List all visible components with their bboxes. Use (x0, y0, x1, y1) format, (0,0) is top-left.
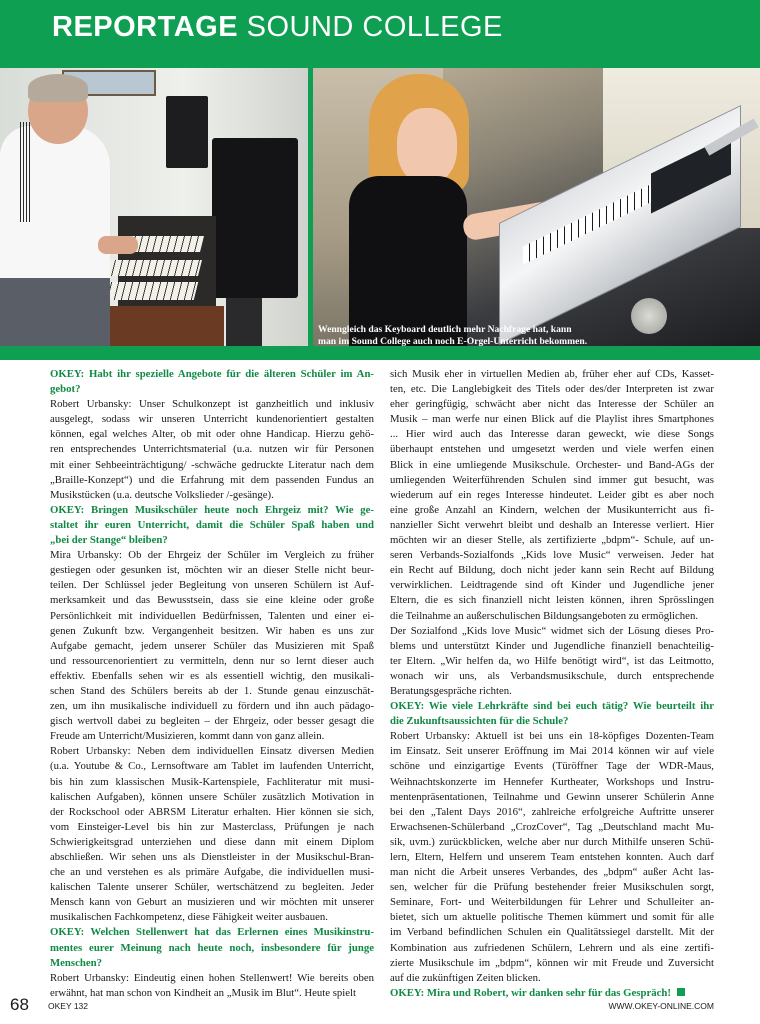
article-text-line: der Rockschool oder ABRSM Literatur erhalten. Hier können sie sich, (50, 805, 374, 818)
article-text-line: umliegenden Weiterführenden Schulen sind immer gut besucht, was (390, 473, 714, 486)
article-text-line: Robert Urbansky: Unser Schulkonzept ist ganzheitlich und inklusiv (50, 398, 374, 411)
article-text-line: schen Stand des Schülers bereits ab der 1. Stunde genau einzuschät- (50, 684, 374, 697)
article-text-line: und ressourcenorientiert zu vermitteln, denn nur so lernt dieser auch (50, 654, 374, 667)
article-text-line: Blick in eine umliegende Musikschule. Orchester- und Band-AGs der (390, 458, 714, 471)
article-text-line: man nicht die Arbeit unseres Verbandes, des „bdpm“ außer Acht las- (390, 866, 714, 879)
interview-question-line: die Zukunftsaussichten für die Schule? (390, 715, 569, 728)
article-text-line: ten, etc. Die Langlebigkeit des Titels oder des/der Interpreten ist zwar (390, 383, 714, 396)
interview-question-line: OKEY: Mira und Robert, wir danken sehr für das Gespräch! (390, 986, 714, 1001)
article-text-line: möchten wir an dieser Stelle, als zertifizierte „bdpm“- Schule, auf un- (390, 534, 714, 547)
article-text-line: eine große Anzahl an Kindern, welchen der Musikunterricht aus fi- (390, 503, 714, 516)
article-text-line: sich Musik eher in virtuellen Medien ab, früher eher auf CDs, Kasset- (390, 368, 714, 380)
article-column-right (390, 367, 714, 1001)
article-text-line: genen Zukunft bzw. Vergangenheit besitzen. Wir haben es uns zur (50, 624, 374, 637)
article-text-line: verwirklichen. Leidtragende sind oft Kinder und Jugendliche jener (390, 579, 714, 592)
interview-question-line: OKEY: Welchen Stellenwert hat das Erlernen eines Musikinstru- (50, 926, 374, 939)
article-text-line: wonach wir uns, als Verbandsmusikschule, durch entsprechende (390, 669, 714, 682)
article-text-line: schöne und einzigartige Events (Türöffner Tage der WDR-Maus, (390, 760, 714, 773)
article-text-line: ausgelegt, sodass wir unseren Unterricht kundenorientiert gestalten (50, 413, 374, 426)
article-text-line: Robert Urbansky: Eindeutig einen hohen Stellenwert! Wie bereits oben (50, 971, 374, 984)
article-text-line: Beratungsgespräche richten. (390, 684, 512, 697)
article-text-line: nanzieller Sicht verwehrt bleibt und deshalb an Interesse verliert. Hier (390, 518, 714, 531)
article-text-line: effektiv. Ebenfalls sehen wir es als essentiell wichtig, den musikali- (50, 669, 374, 682)
organ-lesson-photo (0, 68, 308, 346)
article-text-line: Robert Urbansky: Neben dem individuellen Einsatz diversen Medien (50, 745, 374, 758)
article-text-line: Musik – man werfe nur einen Blick auf die Playlist ihres Smartphones (390, 413, 714, 426)
article-text-line: gisch wertvoll dabei zu begleiten – der Ehrgeiz, oder besser gesagt die (50, 715, 374, 728)
article-text-line: Der Sozialfond „Kids love Music“ widmet sich der Lösung dieses Pro- (390, 624, 714, 637)
photo-caption: Wenngleich das Keyboard deutlich mehr Nachfrage hat, kann man im Sound College auch noch E-Orgel-Unterricht bekommen. (318, 324, 588, 347)
article-text-line: eher geringfügig, schwächt aber nicht das Interesse der Schüler an (390, 398, 714, 411)
article-text-line: wiederum auf ein reges Interesse hindeutet. Leider gibt es aber noch (390, 488, 714, 501)
article-text-line: Mensch kann von Geburt an musizieren und wir möchten mit unserer (50, 896, 374, 909)
article-text-line: Robert Urbansky: Aktuell ist bei uns ein 18-köpfiges Dozenten-Team (390, 730, 714, 743)
article-column-left (50, 367, 374, 1001)
article-text-line: Seminare, Fort- und Weiterbildungen für Lehrer und Schulleiter an- (390, 896, 714, 909)
article-text-line: kalischen Aufgaben), können unsere Schüler zusätzlich Motivation in (50, 790, 374, 803)
interview-question-line: staltet ihr euren Unterricht, damit die Schüler Spaß haben und (50, 518, 374, 531)
article-text-line: können, egal welches Alter, ob mit oder ohne Handicap. Hierzu gehö- (50, 428, 374, 441)
article-text-line: mentenpräsentationen, Teilnahme und Gewinn unserer Schülerin Anne (390, 790, 714, 803)
interview-question-line: Menschen? (50, 956, 102, 969)
article-text-line: teilen. Der Schlüssel jeder Begleitung von unseren Schülern ist Auf- (50, 579, 374, 592)
article-text-line: Aufgabe gemacht, jedem unserer Schüler das Musizieren mit Spaß (50, 639, 374, 652)
article-text-line: (u.a. Youtube & Co., Lernsoftware am Tablet im laufenden Unterricht, (50, 760, 374, 773)
article-text-line: seren Verbands-Sozialfonds „Kids love Music“ verweisen. Jeder hat (390, 549, 714, 562)
interview-question-line: OKEY: Wie viele Lehrkräfte sind bei euch tätig? Wie beurteilt ihr (390, 700, 714, 713)
article-text-line: Schwierigkeitsgrad unterziehen und diese dann mit einem Diplom (50, 835, 374, 848)
website-url: WWW.OKEY-ONLINE.COM (608, 1001, 714, 1011)
article-text-line: merksamkeit und das Bewusstsein, dass sie eine kleine oder große (50, 594, 374, 607)
article-text-line: ter Eltern. „Wir helfen da, wo Hilfe benötigt wird“, ist das Leitmotto, (390, 654, 714, 667)
interview-question-line: „bei der Stange“ bleiben? (50, 534, 168, 547)
article-text-line: vom Einsteiger-Level bis hin zur Masterclass, Prüfungen je nach (50, 820, 374, 833)
magazine-issue: OKEY 132 (48, 1001, 89, 1011)
interview-question-line: mentes eurer Meinung nach heute noch, insbesondere für junge (50, 941, 374, 954)
article-text-line: sen, welcher für die Prüfung bestehender freier Musikschulen sorgt, (390, 881, 714, 894)
end-mark-icon (677, 988, 685, 996)
article-text-line: zen, um ihn musikalische individuell zu fördern und ihn auch pädago- (50, 700, 374, 713)
article-text-line: erwähnt, hat man schon von Kindheit an „Musik im Blut“. Heute spielt (50, 986, 357, 999)
article-text-line: musikalischen Fachkompetenz, diese Fähigkeit weiter ausbauen. (50, 911, 328, 924)
article-text-line: bei den „Talent Days 2016“, zahlreiche erfolgreiche Auftritte unserer (390, 805, 714, 818)
interview-question-line: OKEY: Bringen Musikschüler heute noch Ehrgeiz mit? Wie ge- (50, 503, 374, 516)
page-footer (0, 996, 760, 1024)
page-header (0, 0, 760, 68)
article-text-line: Musikstücken (u.a. deutsche Volkslieder /-gesänge). (50, 488, 274, 501)
article-text-line: bietet, sich um aktuelle politische Themen kümmert und somit für alle (390, 911, 714, 924)
article-text-line: ... Hier wird auch das Interesse daran geweckt, wie diese Songs (390, 428, 714, 441)
article-text-line: bis hin zum klassischen Musik-Kartenspiele, Fachliteratur mit musi- (50, 775, 374, 788)
keyboard-lesson-photo (313, 68, 760, 346)
page-title: REPORTAGE SOUND COLLEGE (52, 11, 503, 43)
article-text-line: im Verband befindlichen Schulen ein Qualitätssiegel darstellt. Mit der (390, 926, 714, 939)
article-text-line: zierte Musikschule im „bdpm“, können wir mit Freude und Zuversicht (390, 956, 714, 969)
photo-strip (0, 68, 760, 360)
article-text-line: che an und verstehen es als primäre Aufgabe, die individuellen musi- (50, 866, 374, 879)
article-text-line: Mira Urbansky: Ob der Ehrgeiz der Schüler im Vergleich zu früher (50, 549, 374, 562)
article-text-line: gestiegen oder gesunken ist, möchten wir an dieser Stelle nicht beur- (50, 564, 374, 577)
interview-question-line: OKEY: Habt ihr spezielle Angebote für die älteren Schüler im An- (50, 368, 374, 380)
article-text-line: sik, uvm.) zurückblicken, welche aber nur durch Mithilfe unseren Schü- (390, 835, 714, 848)
article-text-line: Weihnachtskonzerte im Hennefer Kurtheater, Workshops und Instru- (390, 775, 714, 788)
page-number: 68 (10, 995, 29, 1014)
article-text-line: lern, Eltern, Helfern und unserem Team entstehen konnten. Auch darf (390, 851, 714, 863)
article-text-line: kalischen Talente unserer Schüler, wertschätzend zu begleiten. Jeder (50, 881, 374, 894)
article-text-line: auf die zukünftigen Zeiten blicken. (390, 971, 541, 984)
article-text-line: „Braille-Konzept“) und die Erfahrung mit dem passenden Fundus an (50, 473, 374, 486)
article-text-line: Kombination aus zufriedenen Schülern, Lehrern und als eine zertifi- (390, 941, 714, 954)
article-text-line: abschließen. Wir sehen uns als Dienstleister in der Musikschul-Bran- (50, 851, 374, 863)
article-text-line: blems und unterstützt Kinder und Jugendliche finanziell benachteilig- (390, 639, 714, 652)
article-text-line: die Teilnahme an außerschulischen Bildungsangeboten zu ermöglichen. (390, 609, 699, 622)
interview-question-line: gebot? (50, 383, 81, 396)
article-text-line: Eltern, die es sich finanziell nicht leisten können, ihren Sprösslingen (390, 594, 714, 607)
article-text-line: Erwachsenen-Schülerband „CrozCover“, Tag „Deutschland macht Mu- (390, 820, 714, 833)
article-text-line: ein Recht auf Bildung, doch nicht jeder kann sein Recht auf Bildung (390, 564, 714, 577)
article-text-line: ren entsprechendes Unterrichtsmaterial (u.a. nutzen wir für Personen (50, 443, 374, 456)
article-text-line: Persönlichkeit mit individuellen Bedürfnissen, Talenten und einer ei- (50, 609, 374, 622)
article-text-line: Freude am Unterricht/Musizieren, kommt dann von ganz allein. (50, 730, 325, 743)
article-text-line: überhaupt entstehen und umgesetzt werden und viele werfen einen (390, 443, 714, 456)
article-text-line: im Einsatz. Seit unserer Eröffnung im Mai 2014 können wir auf viele (390, 745, 714, 758)
article-text-line: mit einer Sehbeeinträchtigung/ -schwäche gedruckte Literatur nach dem (50, 458, 374, 471)
